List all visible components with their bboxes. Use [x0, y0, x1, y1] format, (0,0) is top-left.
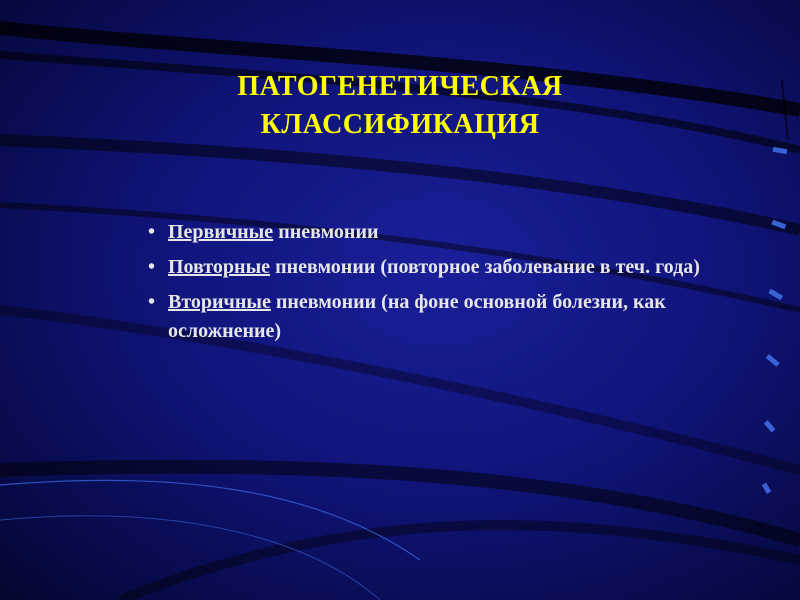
bullet-term: Повторные [168, 256, 271, 278]
bullet-text: пневмонии [273, 221, 379, 243]
bullet-item-secondary [148, 288, 708, 346]
title-line-1: ПАТОГЕНЕТИЧЕСКАЯ [237, 71, 563, 102]
bullet-text: пневмонии (на фоне основной болезни, как осложнение) [168, 291, 666, 342]
bullet-term: Первичные [168, 221, 274, 243]
bullet-item-repeat [148, 253, 708, 282]
bullet-term: Вторичные [168, 291, 271, 313]
bullet-list [148, 218, 708, 352]
slide-title [0, 68, 800, 144]
bullet-text: пневмонии (повторное заболевание в теч. года) [270, 256, 700, 278]
title-line-2: КЛАССИФИКАЦИЯ [260, 109, 540, 140]
bullet-item-primary [148, 218, 708, 247]
